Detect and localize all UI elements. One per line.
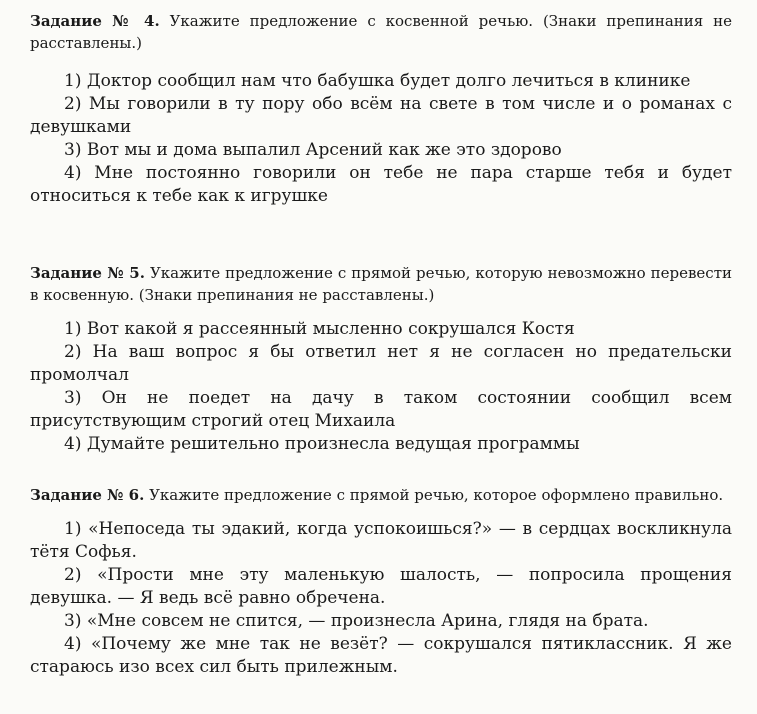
task-5-header	[30, 262, 732, 306]
task-5	[30, 262, 732, 456]
task-4	[30, 10, 732, 208]
task-6-header	[30, 484, 732, 506]
task-4-header	[30, 10, 732, 54]
task-4-option-1: 1) Доктор сообщил нам что бабушка будет долго лечиться в клинике	[64, 71, 691, 91]
task-6-number: Задание № 6.	[30, 486, 145, 504]
task-4-instruction: Укажите предложение с косвенной речью. (Знаки препинания не расставлены.)	[30, 12, 732, 52]
task-6-option-4: 4) «Почему же мне так не везёт? — сокрушался пятиклассник. Я же стараюсь изо всех сил быть прилежным.	[30, 634, 732, 677]
task-5-number: Задание № 5.	[30, 264, 145, 282]
task-4-option-4: 4) Мне постоянно говорили он тебе не пара старше тебя и будет относиться к тебе как к игрушке	[30, 163, 732, 206]
task-5-option-4: 4) Думайте решительно произнесла ведущая программы	[64, 434, 580, 454]
task-6-option-3: 3) «Мне совсем не спится, — произнесла Арина, глядя на брата.	[64, 611, 649, 631]
task-6-instruction: Укажите предложение с прямой речью, которое оформлено правильно.	[149, 486, 724, 504]
task-5-instruction: Укажите предложение с прямой речью, которую невозможно перевести в косвенную. (Знаки препинания не расставлены.)	[30, 264, 732, 304]
task-4-option-2: 2) Мы говорили в ту пору обо всём на свете в том числе и о романах с девушками	[30, 94, 732, 137]
task-4-number: Задание № 4.	[30, 12, 160, 30]
task-5-option-2: 2) На ваш вопрос я бы ответил нет я не согласен но предательски промолчал	[30, 342, 732, 385]
task-6-option-1: 1) «Непоседа ты эдакий, когда успокоишься?» — в сердцах воскликнула тётя Софья.	[30, 519, 732, 562]
task-4-option-3: 3) Вот мы и дома выпалил Арсений как же это здорово	[64, 140, 562, 160]
task-5-option-3: 3) Он не поедет на дачу в таком состоянии сообщил всем присутствующим строгий отец Михаила	[30, 388, 732, 431]
task-6	[30, 484, 732, 679]
task-6-option-2: 2) «Прости мне эту маленькую шалость, — попросила прощения девушка. — Я ведь всё равно обречена.	[30, 565, 732, 608]
task-5-option-1: 1) Вот какой я рассеянный мысленно сокрушался Костя	[64, 319, 575, 339]
